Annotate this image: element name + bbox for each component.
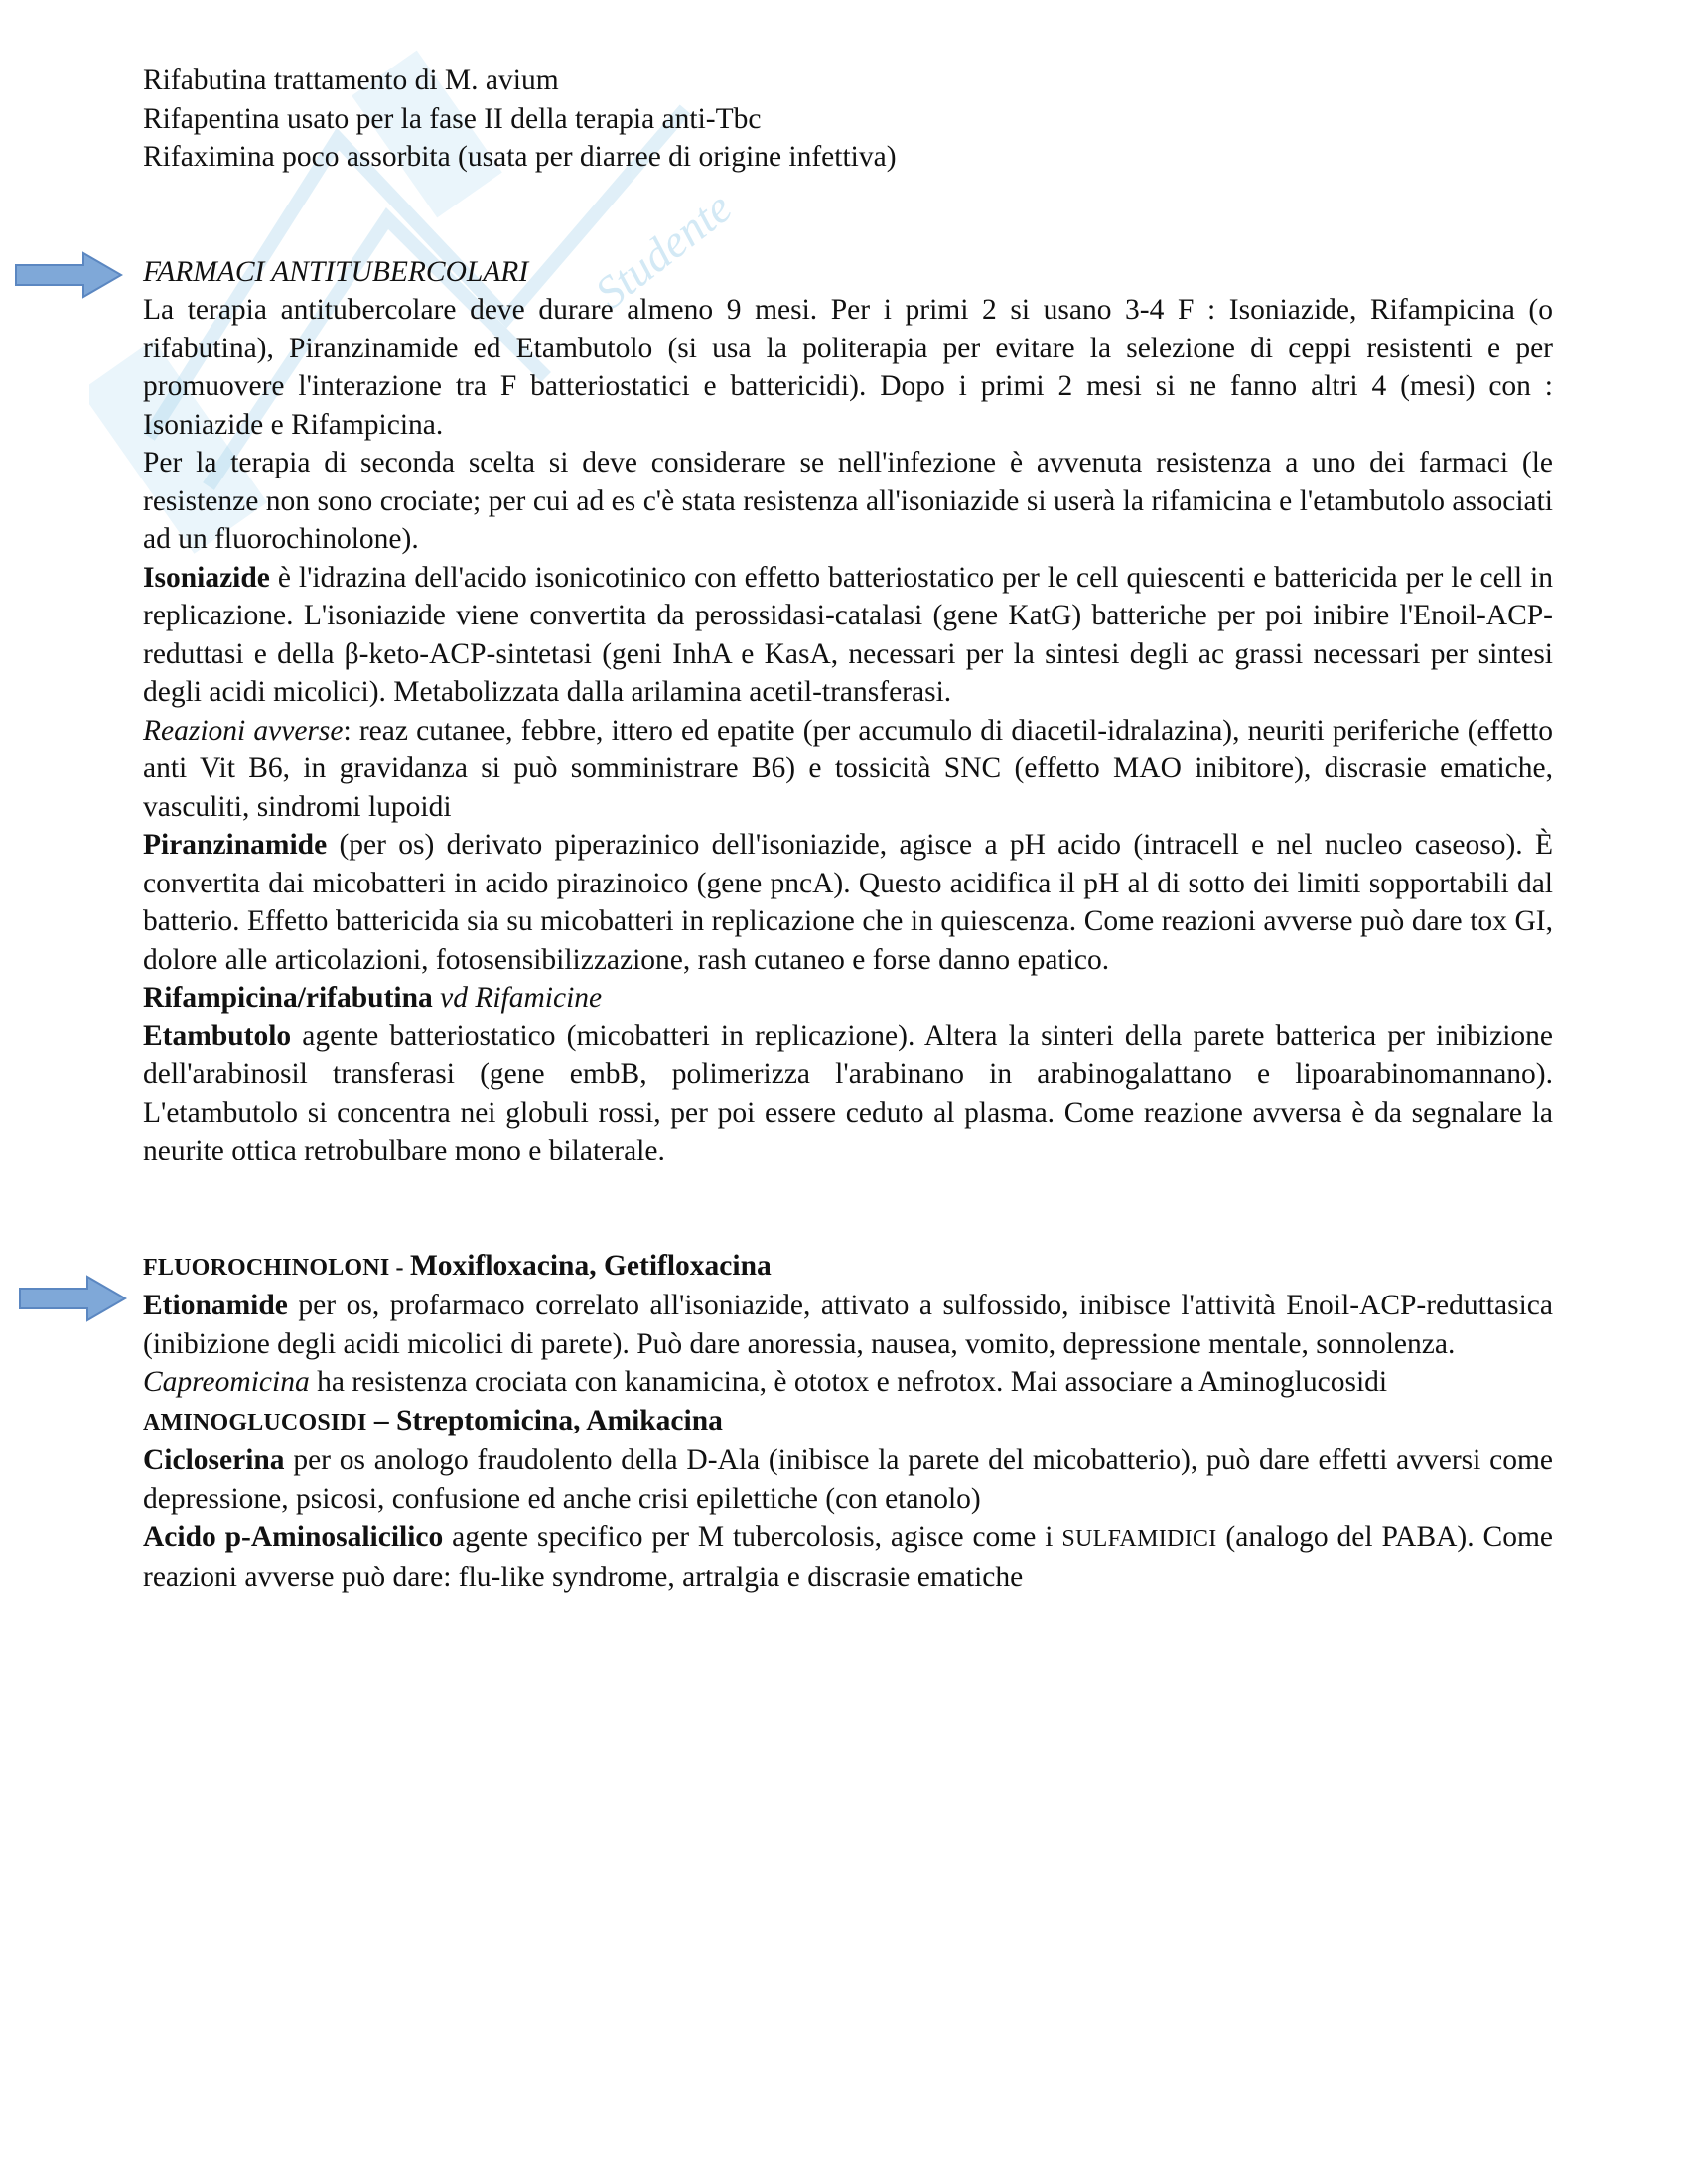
paragraph-rifampicina [143,979,1553,1018]
term-cicloserina: Cicloserina [143,1444,285,1476]
term-rifampicina: Rifampicina/rifabutina [143,982,433,1014]
term-capreomicina: Capreomicina [143,1366,310,1398]
text-isoniazide: è l'idrazina dell'acido isonicotinico con effetto batteriostatico per le cell quiescenti e battericida per le cell in replicazione. L'isoniazide viene convertita da perossidasi-catalasi (gene KatG) batteriche per poi inibire l'Enoil-ACP-reduttasi e della β-keto-ACP-sintetasi (geni InhA e KasA, necessari per la sintesi degli ac grassi necessari per sintesi degli acidi micolici). Metabolizzata dalla arilamina acetil-transferasi. [143,561,1553,708]
section-title-aminoglucosidi [143,1402,1553,1442]
document-body [143,62,1553,1596]
intro-line: Rifapentina usato per la fase II della terapia anti-Tbc [143,102,762,135]
section-title-antitubercolari: FARMACI ANTITUBERCOLARI [143,255,529,288]
section-arrow-icon [14,250,125,300]
paragraph-terapia: La terapia antitubercolare deve durare almeno 9 mesi. Per i primi 2 si usano 3-4 F : Isoniazide, Rifampicina (o rifabutina), Piranzinamide ed Etambutolo (si usa la politerapia per evitare la selezione di ceppi resistenti e per promuovere l'interazione tra F batteriostatici e battericidi). Dopo i primi 2 mesi si ne fanno altri 4 (mesi) con : Isoniazide e Rifampicina. [143,294,1553,441]
paragraph-pas [143,1518,1553,1596]
text-pas-a: agente specifico per M tubercolosis, agisce come i [443,1521,1062,1553]
text-pas-b: (analogo del PABA). Come reazioni avverse può dare: flu-like syndrome, artralgia e discrasie ematiche [143,1521,1553,1593]
text-reazioni-avverse: : reaz cutanee, febbre, ittero ed epatite (per accumulo di diacetil-idralazina), neuriti periferiche (effetto anti Vit B6, in gravidanza si può somministrare B6) e tossicità SNC (effetto MAO inibitore), discrasie ematiche, vasculiti, sindromi lupoidi [143,714,1553,823]
text-cicloserina: per os anologo fraudolento della D-Ala (inibisce la parete del micobatterio), può dare effetti avversi come depressione, psicosi, confusione ed anche crisi epilettiche (con etanolo) [143,1444,1553,1515]
term-sulfamidici: SULFAMIDICI [1061,1526,1217,1552]
text-etambutolo: agente batteriostatico (micobatteri in replicazione). Altera la sinteri della parete batterica per inibizione dell'arabinosil transferasi (gene embB, polimerizza l'arabinano in arabinogalattano e lipoarabinomannano). L'etambutolo si concentra nei globuli rossi, per poi essere ceduto al plasma. Come reazione avversa è da segnalare la neurite ottica retrobulbare mono e bilaterale. [143,1020,1553,1166]
title-fluorochinoloni-drugs: Moxifloxacina, Getifloxacina [409,1249,772,1282]
paragraph-piranzinamide [143,826,1553,979]
title-fluorochinoloni: FLUOROCHINOLONI - [143,1254,410,1281]
intro-line: Rifabutina trattamento di M. avium [143,65,559,96]
paragraph-reazioni-avverse [143,712,1553,827]
term-etambutolo: Etambutolo [143,1020,292,1052]
text-etionamide: per os, profarmaco correlato all'isoniazide, attivato a sulfossido, inibisce l'attività Enoil-ACP-reduttasica (inibizione degli acidi micolici di parete). Può dare anoressia, nausea, vomito, depressione mentale, sonnolenza. [143,1290,1553,1360]
term-etionamide: Etionamide [143,1290,288,1321]
paragraph-etambutolo [143,1018,1553,1170]
section-arrow-icon [18,1274,129,1323]
paragraph-capreomicina [143,1363,1553,1402]
watermark-text: Studente [585,181,742,319]
paragraph-seconda-scelta: Per la terapia di seconda scelta si deve considerare se nell'infezione è avvenuta resistenza a uno dei farmaci (le resistenze non sono crociate; per cui ad es c'è stata resistenza all'isoniazide si userà la rifamicina e l'etambutolo associati ad un fluorochinolone). [143,447,1553,555]
term-piranzinamide: Piranzinamide [143,829,328,861]
term-reazioni-avverse: Reazioni avverse [143,714,344,747]
paragraph-cicloserina [143,1441,1553,1518]
intro-line: Rifaximina poco assorbita (usata per diarree di origine infettiva) [143,141,897,173]
term-isoniazide: Isoniazide [143,561,270,594]
term-pas: Acido p-Aminosalicilico [143,1521,444,1553]
title-aminoglucosidi: AMINOGLUCOSIDI [143,1409,367,1435]
text-piranzinamide: (per os) derivato piperazinico dell'isoniazide, agisce a pH acido (intracell e nel nucleo caseoso). È convertita dai micobatteri in acido pirazinoico (gene pncA). Questo acidifica il pH al di sotto dei limiti sopportabili dal batterio. Effetto battericida sia su micobatteri in replicazione che in quiescenza. Come reazioni avverse può dare tox GI, dolore alle articolazioni, fotosensibilizzazione, rash cutaneo e forse danno epatico. [143,829,1553,976]
paragraph-etionamide [143,1287,1553,1363]
text-capreomicina: ha resistenza crociata con kanamicina, è ototox e nefrotox. Mai associare a Aminoglucosidi [309,1366,1388,1398]
title-aminoglucosidi-drugs: – Streptomicina, Amikacina [366,1404,723,1436]
text-rifampicina: vd Rifamicine [432,982,603,1014]
paragraph-isoniazide [143,559,1553,712]
section-title-fluorochinoloni [143,1247,1553,1288]
